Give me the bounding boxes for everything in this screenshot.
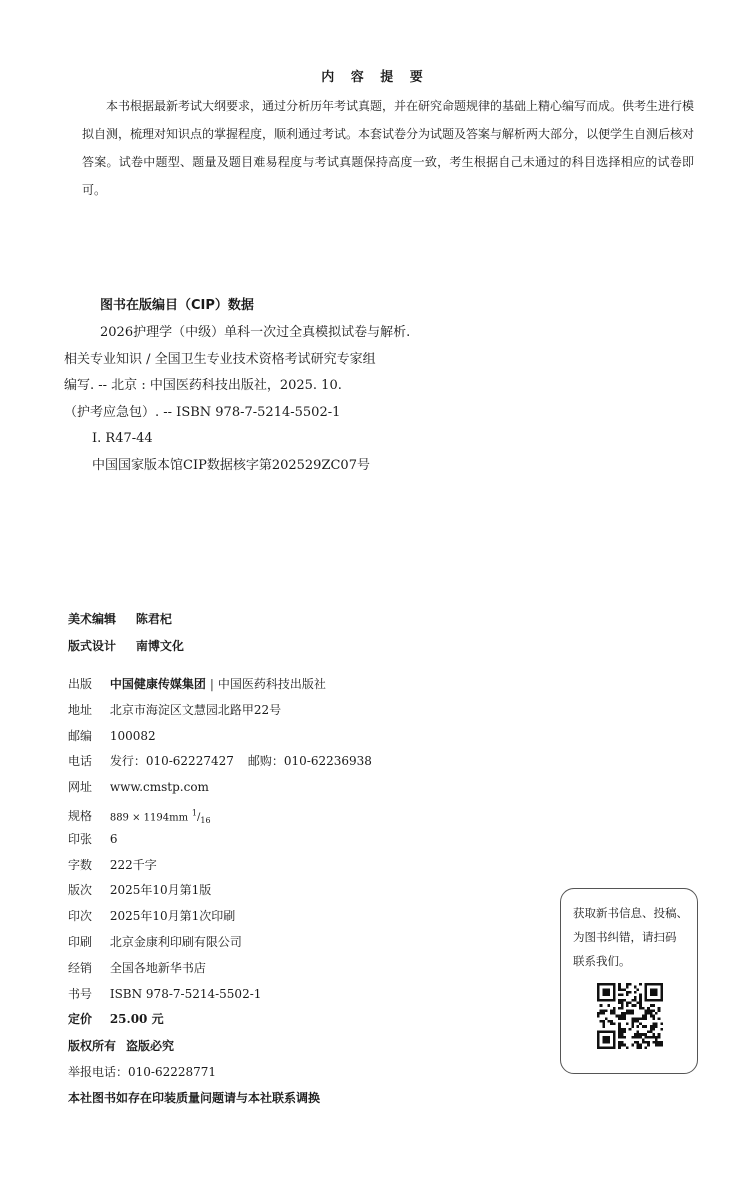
- qr-text-line: 获取新书信息、投稿、: [573, 906, 688, 920]
- pub-value: 2025年10月第1次印刷: [109, 909, 236, 924]
- pub-label: 字数: [68, 857, 93, 872]
- spec-frac-den: 16: [200, 816, 211, 826]
- credits: [68, 606, 488, 660]
- pub-value: 2025年10月第1版: [109, 883, 212, 898]
- pub-label: 地址: [68, 702, 93, 717]
- pub-row-sheets: [68, 827, 548, 853]
- pub-row-postcode: [68, 724, 548, 750]
- credit-value: 陈君杞: [135, 612, 172, 626]
- pub-row-isbn: [68, 982, 548, 1008]
- website-link[interactable]: www.cmstp.com: [109, 780, 209, 795]
- qr-text: [573, 901, 691, 973]
- pub-label: 规格: [68, 809, 93, 824]
- pub-row-distributor: [68, 956, 548, 982]
- quality-notice: 本社图书如存在印装质量问题请与本社联系调换: [68, 1091, 321, 1106]
- pub-label: 定价: [68, 1012, 93, 1027]
- cip-line-subtitle: 相关专业知识 / 全国卫生专业技术资格考试研究专家组: [64, 351, 376, 367]
- summary-title: 内 容 提 要: [321, 70, 429, 85]
- credit-layout-design: [68, 633, 488, 660]
- publisher-separator: |: [209, 677, 214, 691]
- cip-heading: 图书在版编目（CIP）数据: [100, 298, 254, 313]
- pub-label: 印次: [68, 909, 93, 924]
- phone-issue: 发行：010-62227427: [109, 754, 234, 769]
- pub-label: 网址: [68, 780, 93, 795]
- rights-row: [68, 1033, 548, 1059]
- credit-art-editor: [68, 606, 488, 633]
- piracy-notice: 盗版必究: [126, 1039, 175, 1054]
- cip-line-cip-number: 中国国家版本馆CIP数据核字第202529ZC07号: [92, 457, 370, 473]
- rights-reserved: 版权所有: [68, 1039, 117, 1054]
- pub-row-spec: [68, 801, 548, 827]
- credit-label: 美术编辑: [68, 612, 117, 626]
- qr-box: [560, 888, 698, 1074]
- publisher-group: 中国健康传媒集团: [109, 677, 206, 691]
- pub-label: 印张: [68, 831, 93, 846]
- spec-size: 889 × 1194mm: [109, 812, 189, 824]
- pub-row-address: [68, 698, 548, 724]
- qr-text-line: 为图书纠错，请扫码: [573, 930, 677, 944]
- pub-row-edition: [68, 878, 548, 904]
- credit-value: 南博文化: [135, 639, 184, 653]
- pub-label: 出版: [68, 677, 93, 691]
- price-value: 25.00 元: [109, 1012, 164, 1027]
- pub-value: 全国各地新华书店: [109, 960, 206, 975]
- report-phone: 举报电话：010-62228771: [68, 1065, 217, 1080]
- summary-body: 本书根据最新考试大纲要求，通过分析历年考试真题，并在研究命题规律的基础上精心编写而成。供考生进行模拟自测，梳理对知识点的掌握程度，顺利通过考试。本套试卷分为试题及答案与解析两大部分，以便学生自测后核对答案。试卷中题型、题量及题目难易程度与考试真题保持高度一致，考生根据自己未通过的科目选择相应的试卷即可。: [82, 99, 695, 197]
- cip-line-classification: Ⅰ. R47-44: [92, 431, 153, 446]
- pub-value: 222千字: [109, 857, 157, 872]
- pub-value: 北京金康利印刷有限公司: [109, 934, 242, 949]
- cip-line-series: （护考应急包）. -- ISBN 978-7-5214-5502-1: [64, 404, 341, 420]
- pub-label: 印刷: [68, 934, 93, 949]
- pub-value: 北京市海淀区文慧园北路甲22号: [109, 702, 282, 717]
- spec-fraction: $^1/_{16}$: [191, 808, 211, 826]
- qr-code-icon[interactable]: [597, 983, 663, 1049]
- pub-row-publisher: [68, 672, 548, 698]
- qr-text-line: 联系我们。: [573, 954, 631, 968]
- cip-line-title: 2026护理学（中级）单科一次过全真模拟试卷与解析.: [100, 325, 411, 340]
- pub-label: 版次: [68, 883, 93, 898]
- pub-label: 书号: [68, 986, 93, 1001]
- pub-value: 6: [109, 831, 118, 846]
- spec-frac-num: 1: [191, 808, 197, 818]
- pub-label: 电话: [68, 754, 93, 769]
- pub-value: 100082: [109, 728, 156, 743]
- pub-row-printing: [68, 904, 548, 930]
- pub-row-website: [68, 775, 548, 801]
- pub-value: ISBN 978-7-5214-5502-1: [109, 986, 262, 1001]
- publication-info: [68, 672, 548, 1111]
- pub-row-printer: [68, 930, 548, 956]
- publisher-name: 中国医药科技出版社: [217, 677, 326, 691]
- pub-row-price: [68, 1007, 548, 1033]
- phone-order: 邮购：010-62236938: [247, 754, 372, 769]
- cip-line-publisher: 编写. -- 北京 : 中国医药科技出版社，2025. 10.: [64, 378, 342, 393]
- pub-label: 邮编: [68, 728, 93, 743]
- pub-row-phone: [68, 749, 548, 775]
- pub-row-words: [68, 853, 548, 879]
- cip-block: [64, 292, 672, 479]
- pub-label: 经销: [68, 960, 93, 975]
- credit-label: 版式设计: [68, 639, 117, 653]
